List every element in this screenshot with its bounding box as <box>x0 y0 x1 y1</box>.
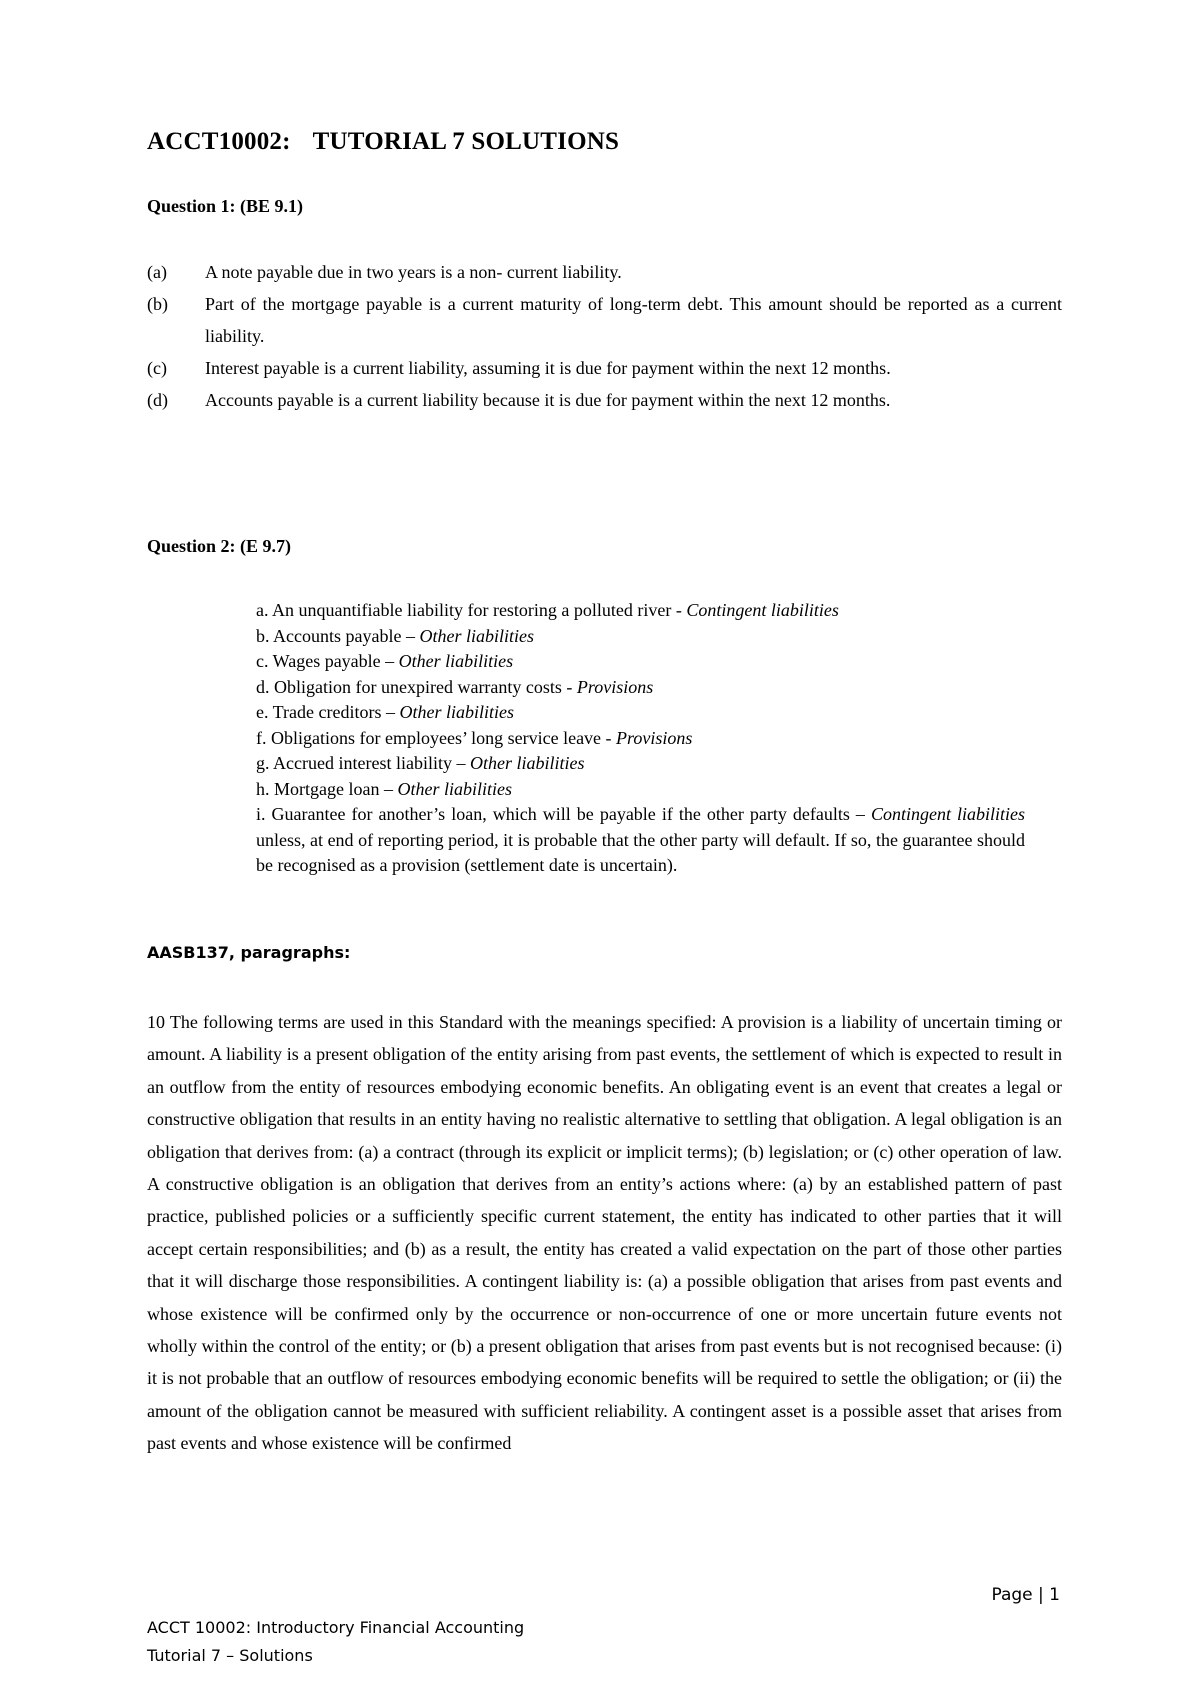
question-2-answers <box>256 598 1025 879</box>
item-category: Other liabilities <box>419 625 534 646</box>
answer-text: Accounts payable is a current liability because it is due for payment within the next 12 months. <box>205 390 891 410</box>
item-category: Other liabilities <box>469 753 585 773</box>
q2-answer-d <box>256 675 1025 701</box>
q2-answer-f <box>256 726 1025 752</box>
item-category: Other liabilities <box>399 702 514 722</box>
q1-answer-c <box>147 352 1062 384</box>
item-text: f. Obligations for employees’ long service leave - <box>256 727 617 748</box>
answer-text: A note payable due in two years is a non- current liability. <box>205 262 622 282</box>
answer-text: Interest payable is a current liability, assuming it is due for payment within the next 12 months. <box>205 358 891 378</box>
q2-answer-c <box>256 649 1025 675</box>
item-text: a. An unquantifiable liability for restoring a polluted river - <box>256 600 687 620</box>
page-footer <box>147 1614 524 1670</box>
title-text: TUTORIAL 7 SOLUTIONS <box>312 128 620 155</box>
answer-label: (d) <box>147 390 168 410</box>
question-1-answers <box>147 256 1062 416</box>
item-category: Provisions <box>616 727 693 748</box>
question-1-heading: Question 1: (BE 9.1) <box>147 196 304 216</box>
item-text: i. Guarantee for another’s loan, which will be payable if the other party defaults – <box>256 804 871 824</box>
answer-text: Part of the mortgage payable is a current maturity of long-term debt. This amount should be reported as a current liability. <box>205 294 1062 346</box>
item-text-continued: unless, at end of reporting period, it is probable that the other party will default. If so, the guarantee should be recognised as a provision (settlement date is uncertain). <box>256 829 1025 875</box>
question-2-heading: Question 2: (E 9.7) <box>147 536 291 556</box>
q1-answer-d <box>147 384 1062 416</box>
q1-answer-a <box>147 256 1062 288</box>
page-number: Page | 1 <box>991 1585 1060 1605</box>
q2-answer-h <box>256 777 1025 803</box>
aasb137-heading: AASB137, paragraphs: <box>147 943 351 962</box>
item-text: b. Accounts payable – <box>256 625 420 646</box>
title-course-code: ACCT10002: <box>147 128 291 155</box>
item-text: g. Accrued interest liability – <box>256 753 470 773</box>
item-text: d. Obligation for unexpired warranty costs - <box>256 676 577 697</box>
answer-label: (c) <box>147 358 167 378</box>
answer-label: (a) <box>147 262 167 282</box>
q2-answer-g <box>256 751 1025 777</box>
item-text: h. Mortgage loan – <box>256 778 398 799</box>
q1-answer-b <box>147 288 1062 352</box>
item-category: Other liabilities <box>397 778 512 799</box>
q2-answer-i <box>256 802 1025 879</box>
footer-course-name: ACCT 10002: Introductory Financial Accounting <box>147 1618 525 1637</box>
item-category: Contingent liabilities <box>870 804 1026 824</box>
item-text: c. Wages payable – <box>256 651 399 671</box>
item-category: Other liabilities <box>398 651 514 671</box>
aasb137-paragraph: 10 The following terms are used in this Standard with the meanings specified: A provision is a liability of uncertain timing or amount. A liability is a present obligation of the entity arising from past events, the settlement of which is expected to result in an outflow from the entity of resources embodying economic benefits. An obligating event is an event that creates a legal or constructive obligation that results in an entity having no realistic alternative to settling that obligation. A legal obligation is an obligation that derives from: (a) a contract (through its explicit or implicit terms); (b) legislation; or (c) other operation of law. A constructive obligation is an obligation that derives from an entity’s actions where: (a) by an established pattern of past practice, published policies or a sufficiently specific current statement, the entity has indicated to other parties that it will accept certain responsibilities; and (b) as a result, the entity has created a valid expectation on the part of those other parties that it will discharge those responsibilities. A contingent liability is: (a) a possible obligation that arises from past events and whose existence will be confirmed only by the occurrence or non-occurrence of one or more uncertain future events not wholly within the control of the entity; or (b) a present obligation that arises from past events but is not recognised because: (i) it is not probable that an outflow of resources embodying economic benefits will be required to settle the obligation; or (ii) the amount of the obligation cannot be measured with sufficient reliability. A contingent asset is a possible asset that arises from past events and whose existence will be confirmed <box>147 1012 1062 1454</box>
answer-label: (b) <box>147 294 168 314</box>
q2-answer-a <box>256 598 1025 624</box>
q2-answer-e <box>256 700 1025 726</box>
item-category: Provisions <box>576 676 654 697</box>
footer-tutorial-name: Tutorial 7 – Solutions <box>147 1646 313 1665</box>
item-text: e. Trade creditors – <box>256 702 400 722</box>
document-title <box>147 128 619 156</box>
q2-answer-b <box>256 624 1025 650</box>
item-category: Contingent liabilities <box>686 600 839 620</box>
